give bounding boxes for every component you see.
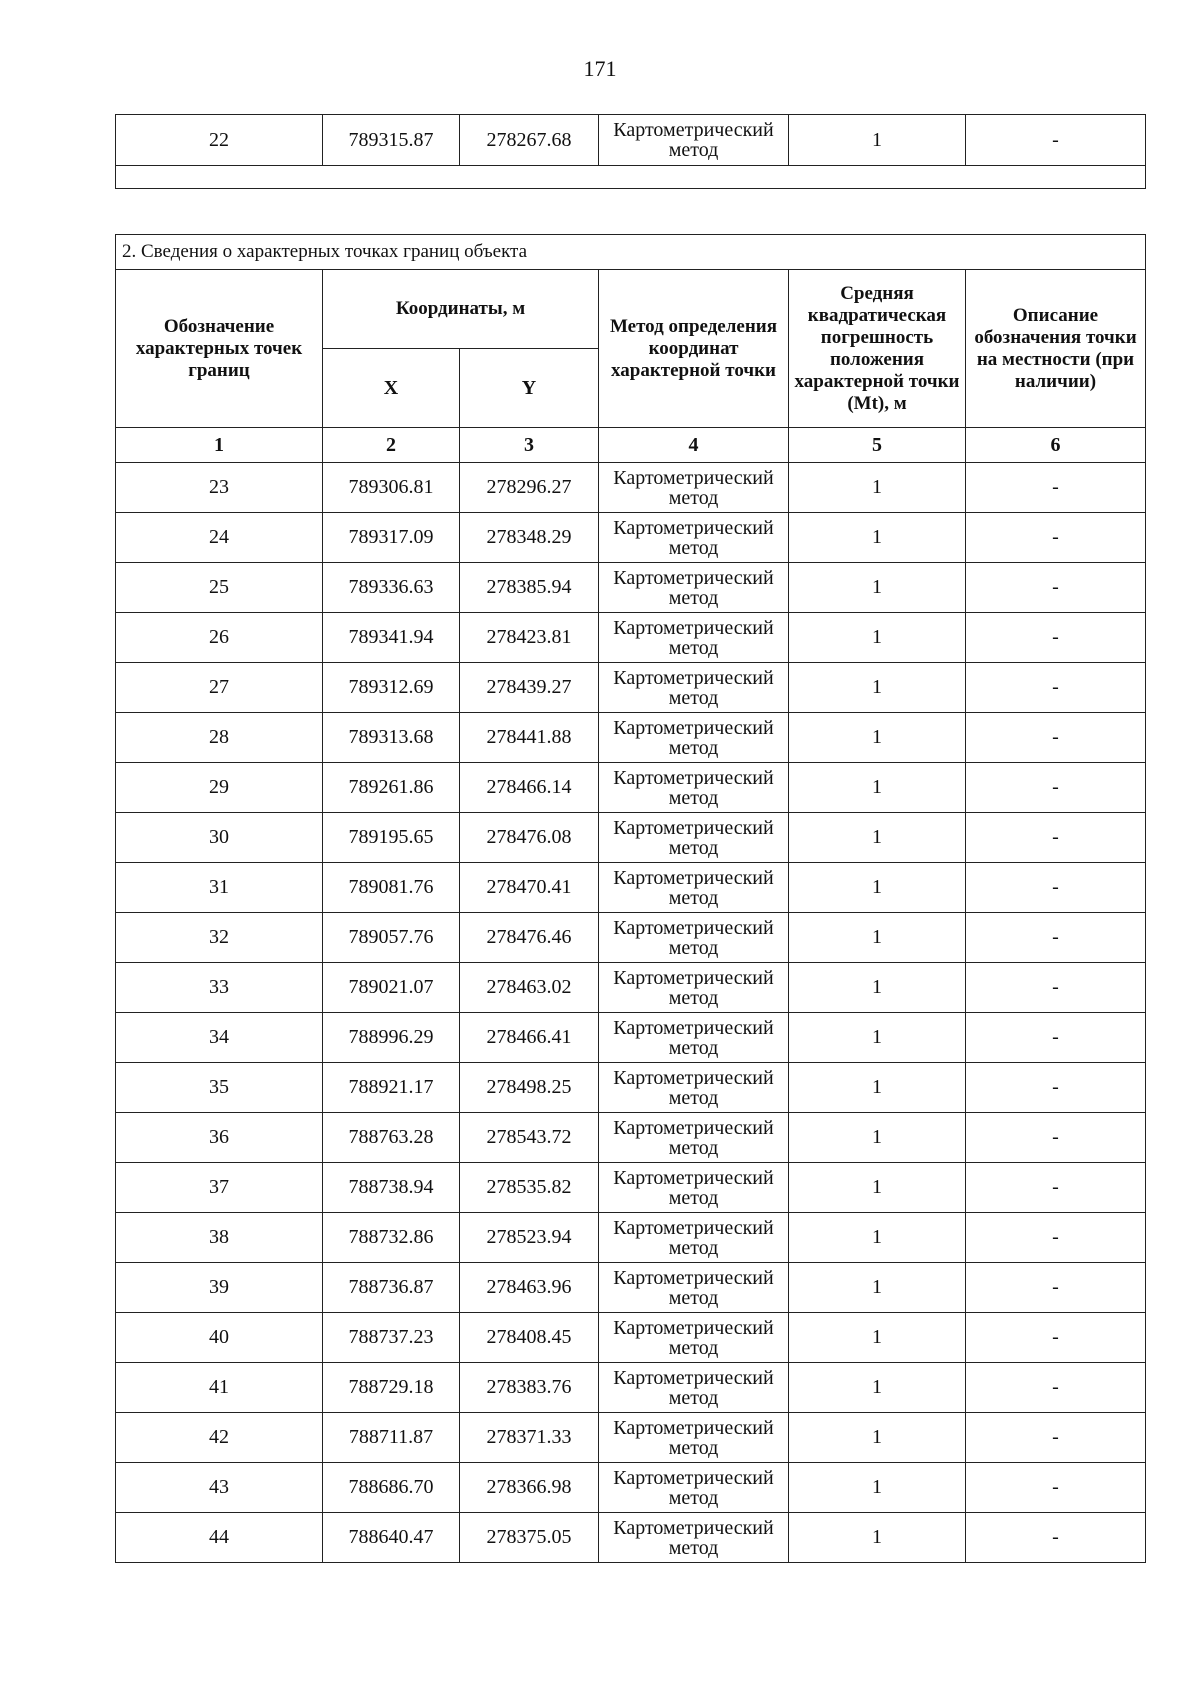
section-caption: 2. Сведения о характерных точках границ объекта <box>116 235 1146 270</box>
mt-cell: 1 <box>789 513 966 563</box>
y-coordinate-cell: 278383.76 <box>460 1363 599 1413</box>
x-coordinate-cell: 788996.29 <box>323 1013 460 1063</box>
mt-cell: 1 <box>789 1113 966 1163</box>
method-cell: Картометрический метод <box>599 663 789 713</box>
point-cell: 22 <box>116 115 323 166</box>
point-cell: 43 <box>116 1463 323 1513</box>
description-cell: - <box>966 1513 1146 1563</box>
mt-cell: 1 <box>789 1463 966 1513</box>
mt-cell: 1 <box>789 1413 966 1463</box>
point-cell: 39 <box>116 1263 323 1313</box>
mt-cell: 1 <box>789 963 966 1013</box>
description-cell: - <box>966 1013 1146 1063</box>
mt-cell: 1 <box>789 863 966 913</box>
description-cell: - <box>966 1113 1146 1163</box>
y-coordinate-cell: 278523.94 <box>460 1213 599 1263</box>
y-coordinate-cell: 278476.46 <box>460 913 599 963</box>
method-cell: Картометрический метод <box>599 963 789 1013</box>
x-coordinate-cell: 789336.63 <box>323 563 460 613</box>
description-cell: - <box>966 1413 1146 1463</box>
method-cell: Картометрический метод <box>599 613 789 663</box>
table-row <box>116 1263 1146 1313</box>
description-cell: - <box>966 663 1146 713</box>
y-coordinate-cell: 278476.08 <box>460 813 599 863</box>
method-cell: Картометрический метод <box>599 1413 789 1463</box>
mt-cell: 1 <box>789 763 966 813</box>
x-coordinate-cell: 789315.87 <box>323 115 460 166</box>
method-cell: Картометрический метод <box>599 563 789 613</box>
x-coordinate-cell: 788711.87 <box>323 1413 460 1463</box>
y-coordinate-cell: 278463.96 <box>460 1263 599 1313</box>
table-row <box>116 1013 1146 1063</box>
description-cell: - <box>966 1363 1146 1413</box>
table-row <box>116 1313 1146 1363</box>
table-row <box>116 863 1146 913</box>
method-cell: Картометрический метод <box>599 1463 789 1513</box>
description-cell: - <box>966 613 1146 663</box>
section-caption-row <box>116 235 1146 270</box>
mt-cell: 1 <box>789 1513 966 1563</box>
header-row <box>116 270 1146 349</box>
header-mt: Средняя квадратическая погрешность положения характерной точки (Mt), м <box>789 270 966 428</box>
column-number-row <box>116 428 1146 463</box>
x-coordinate-cell: 789057.76 <box>323 913 460 963</box>
x-coordinate-cell: 788737.23 <box>323 1313 460 1363</box>
method-cell: Картометрический метод <box>599 115 789 166</box>
y-coordinate-cell: 278498.25 <box>460 1063 599 1113</box>
table-row <box>116 663 1146 713</box>
x-coordinate-cell: 789081.76 <box>323 863 460 913</box>
x-coordinate-cell: 788736.87 <box>323 1263 460 1313</box>
table-row <box>116 913 1146 963</box>
y-coordinate-cell: 278366.98 <box>460 1463 599 1513</box>
method-cell: Картометрический метод <box>599 1063 789 1113</box>
point-cell: 25 <box>116 563 323 613</box>
table-row <box>116 1363 1146 1413</box>
header-point: Обозначение характерных точек границ <box>116 270 323 428</box>
mt-cell: 1 <box>789 913 966 963</box>
mt-cell: 1 <box>789 663 966 713</box>
column-number: 6 <box>966 428 1146 463</box>
description-cell: - <box>966 963 1146 1013</box>
page-number: 171 <box>583 56 617 81</box>
table-row <box>116 763 1146 813</box>
point-cell: 27 <box>116 663 323 713</box>
method-cell: Картометрический метод <box>599 1213 789 1263</box>
x-coordinate-cell: 788738.94 <box>323 1163 460 1213</box>
x-coordinate-cell: 789021.07 <box>323 963 460 1013</box>
y-coordinate-cell: 278408.45 <box>460 1313 599 1363</box>
description-cell: - <box>966 1313 1146 1363</box>
description-cell: - <box>966 713 1146 763</box>
column-number: 3 <box>460 428 599 463</box>
point-cell: 34 <box>116 1013 323 1063</box>
mt-cell: 1 <box>789 1163 966 1213</box>
method-cell: Картометрический метод <box>599 763 789 813</box>
y-coordinate-cell: 278543.72 <box>460 1113 599 1163</box>
x-coordinate-cell: 788763.28 <box>323 1113 460 1163</box>
x-coordinate-cell: 788732.86 <box>323 1213 460 1263</box>
table-row <box>116 1513 1146 1563</box>
method-cell: Картометрический метод <box>599 863 789 913</box>
method-cell: Картометрический метод <box>599 513 789 563</box>
description-cell: - <box>966 1063 1146 1113</box>
table-row <box>116 613 1146 663</box>
y-coordinate-cell: 278385.94 <box>460 563 599 613</box>
method-cell: Картометрический метод <box>599 463 789 513</box>
y-coordinate-cell: 278267.68 <box>460 115 599 166</box>
y-coordinate-cell: 278470.41 <box>460 863 599 913</box>
method-cell: Картометрический метод <box>599 1113 789 1163</box>
x-coordinate-cell: 789261.86 <box>323 763 460 813</box>
header-y: Y <box>460 349 599 428</box>
x-coordinate-cell: 789195.65 <box>323 813 460 863</box>
x-coordinate-cell: 789312.69 <box>323 663 460 713</box>
point-cell: 24 <box>116 513 323 563</box>
mt-cell: 1 <box>789 563 966 613</box>
table-row <box>116 1163 1146 1213</box>
point-cell: 30 <box>116 813 323 863</box>
x-coordinate-cell: 789306.81 <box>323 463 460 513</box>
y-coordinate-cell: 278463.02 <box>460 963 599 1013</box>
point-cell: 35 <box>116 1063 323 1113</box>
point-cell: 36 <box>116 1113 323 1163</box>
y-coordinate-cell: 278423.81 <box>460 613 599 663</box>
table-row <box>116 1463 1146 1513</box>
table-row <box>116 1213 1146 1263</box>
table-row <box>116 1063 1146 1113</box>
method-cell: Картометрический метод <box>599 713 789 763</box>
description-cell: - <box>966 563 1146 613</box>
description-cell: - <box>966 763 1146 813</box>
mt-cell: 1 <box>789 1363 966 1413</box>
table-row <box>116 813 1146 863</box>
table-row <box>116 1413 1146 1463</box>
point-cell: 44 <box>116 1513 323 1563</box>
y-coordinate-cell: 278439.27 <box>460 663 599 713</box>
x-coordinate-cell: 788686.70 <box>323 1463 460 1513</box>
point-cell: 23 <box>116 463 323 513</box>
column-number: 2 <box>323 428 460 463</box>
description-cell: - <box>966 513 1146 563</box>
mt-cell: 1 <box>789 1013 966 1063</box>
method-cell: Картометрический метод <box>599 1513 789 1563</box>
mt-cell: 1 <box>789 1313 966 1363</box>
x-coordinate-cell: 788640.47 <box>323 1513 460 1563</box>
header-method: Метод определения координат характерной точки <box>599 270 789 428</box>
y-coordinate-cell: 278535.82 <box>460 1163 599 1213</box>
mt-cell: 1 <box>789 1063 966 1113</box>
table-row <box>116 463 1146 513</box>
continuation-table <box>115 114 1146 189</box>
y-coordinate-cell: 278371.33 <box>460 1413 599 1463</box>
table-row <box>116 1113 1146 1163</box>
x-coordinate-cell: 789313.68 <box>323 713 460 763</box>
table-row <box>116 563 1146 613</box>
point-cell: 41 <box>116 1363 323 1413</box>
y-coordinate-cell: 278375.05 <box>460 1513 599 1563</box>
description-cell: - <box>966 1163 1146 1213</box>
mt-cell: 1 <box>789 813 966 863</box>
method-cell: Картометрический метод <box>599 1013 789 1063</box>
method-cell: Картометрический метод <box>599 1363 789 1413</box>
y-coordinate-cell: 278441.88 <box>460 713 599 763</box>
y-coordinate-cell: 278348.29 <box>460 513 599 563</box>
column-number: 4 <box>599 428 789 463</box>
point-cell: 40 <box>116 1313 323 1363</box>
table-row <box>116 963 1146 1013</box>
method-cell: Картометрический метод <box>599 1163 789 1213</box>
description-cell: - <box>966 863 1146 913</box>
point-cell: 32 <box>116 913 323 963</box>
description-cell: - <box>966 1463 1146 1513</box>
point-cell: 29 <box>116 763 323 813</box>
mt-cell: 1 <box>789 463 966 513</box>
method-cell: Картометрический метод <box>599 1313 789 1363</box>
blank-row <box>116 166 1146 189</box>
description-cell: - <box>966 115 1146 166</box>
description-cell: - <box>966 1213 1146 1263</box>
point-cell: 31 <box>116 863 323 913</box>
point-cell: 42 <box>116 1413 323 1463</box>
table-row <box>116 115 1146 166</box>
x-coordinate-cell: 789317.09 <box>323 513 460 563</box>
description-cell: - <box>966 813 1146 863</box>
mt-cell: 1 <box>789 713 966 763</box>
blank-cell <box>116 166 1146 189</box>
table-row <box>116 713 1146 763</box>
x-coordinate-cell: 789341.94 <box>323 613 460 663</box>
y-coordinate-cell: 278296.27 <box>460 463 599 513</box>
point-cell: 37 <box>116 1163 323 1213</box>
mt-cell: 1 <box>789 1213 966 1263</box>
x-coordinate-cell: 788729.18 <box>323 1363 460 1413</box>
mt-cell: 1 <box>789 613 966 663</box>
continuation-table-body <box>116 115 1146 189</box>
point-cell: 26 <box>116 613 323 663</box>
description-cell: - <box>966 1263 1146 1313</box>
description-cell: - <box>966 913 1146 963</box>
boundary-points-table <box>115 234 1146 1563</box>
method-cell: Картометрический метод <box>599 913 789 963</box>
header-description: Описание обозначения точки на местности (при наличии) <box>966 270 1146 428</box>
y-coordinate-cell: 278466.41 <box>460 1013 599 1063</box>
boundary-points-table-body <box>116 463 1146 1563</box>
method-cell: Картометрический метод <box>599 1263 789 1313</box>
x-coordinate-cell: 788921.17 <box>323 1063 460 1113</box>
mt-cell: 1 <box>789 115 966 166</box>
column-number: 1 <box>116 428 323 463</box>
mt-cell: 1 <box>789 1263 966 1313</box>
point-cell: 28 <box>116 713 323 763</box>
table-row <box>116 513 1146 563</box>
point-cell: 38 <box>116 1213 323 1263</box>
method-cell: Картометрический метод <box>599 813 789 863</box>
header-coordinates: Координаты, м <box>323 270 599 349</box>
y-coordinate-cell: 278466.14 <box>460 763 599 813</box>
point-cell: 33 <box>116 963 323 1013</box>
description-cell: - <box>966 463 1146 513</box>
column-number: 5 <box>789 428 966 463</box>
header-x: X <box>323 349 460 428</box>
